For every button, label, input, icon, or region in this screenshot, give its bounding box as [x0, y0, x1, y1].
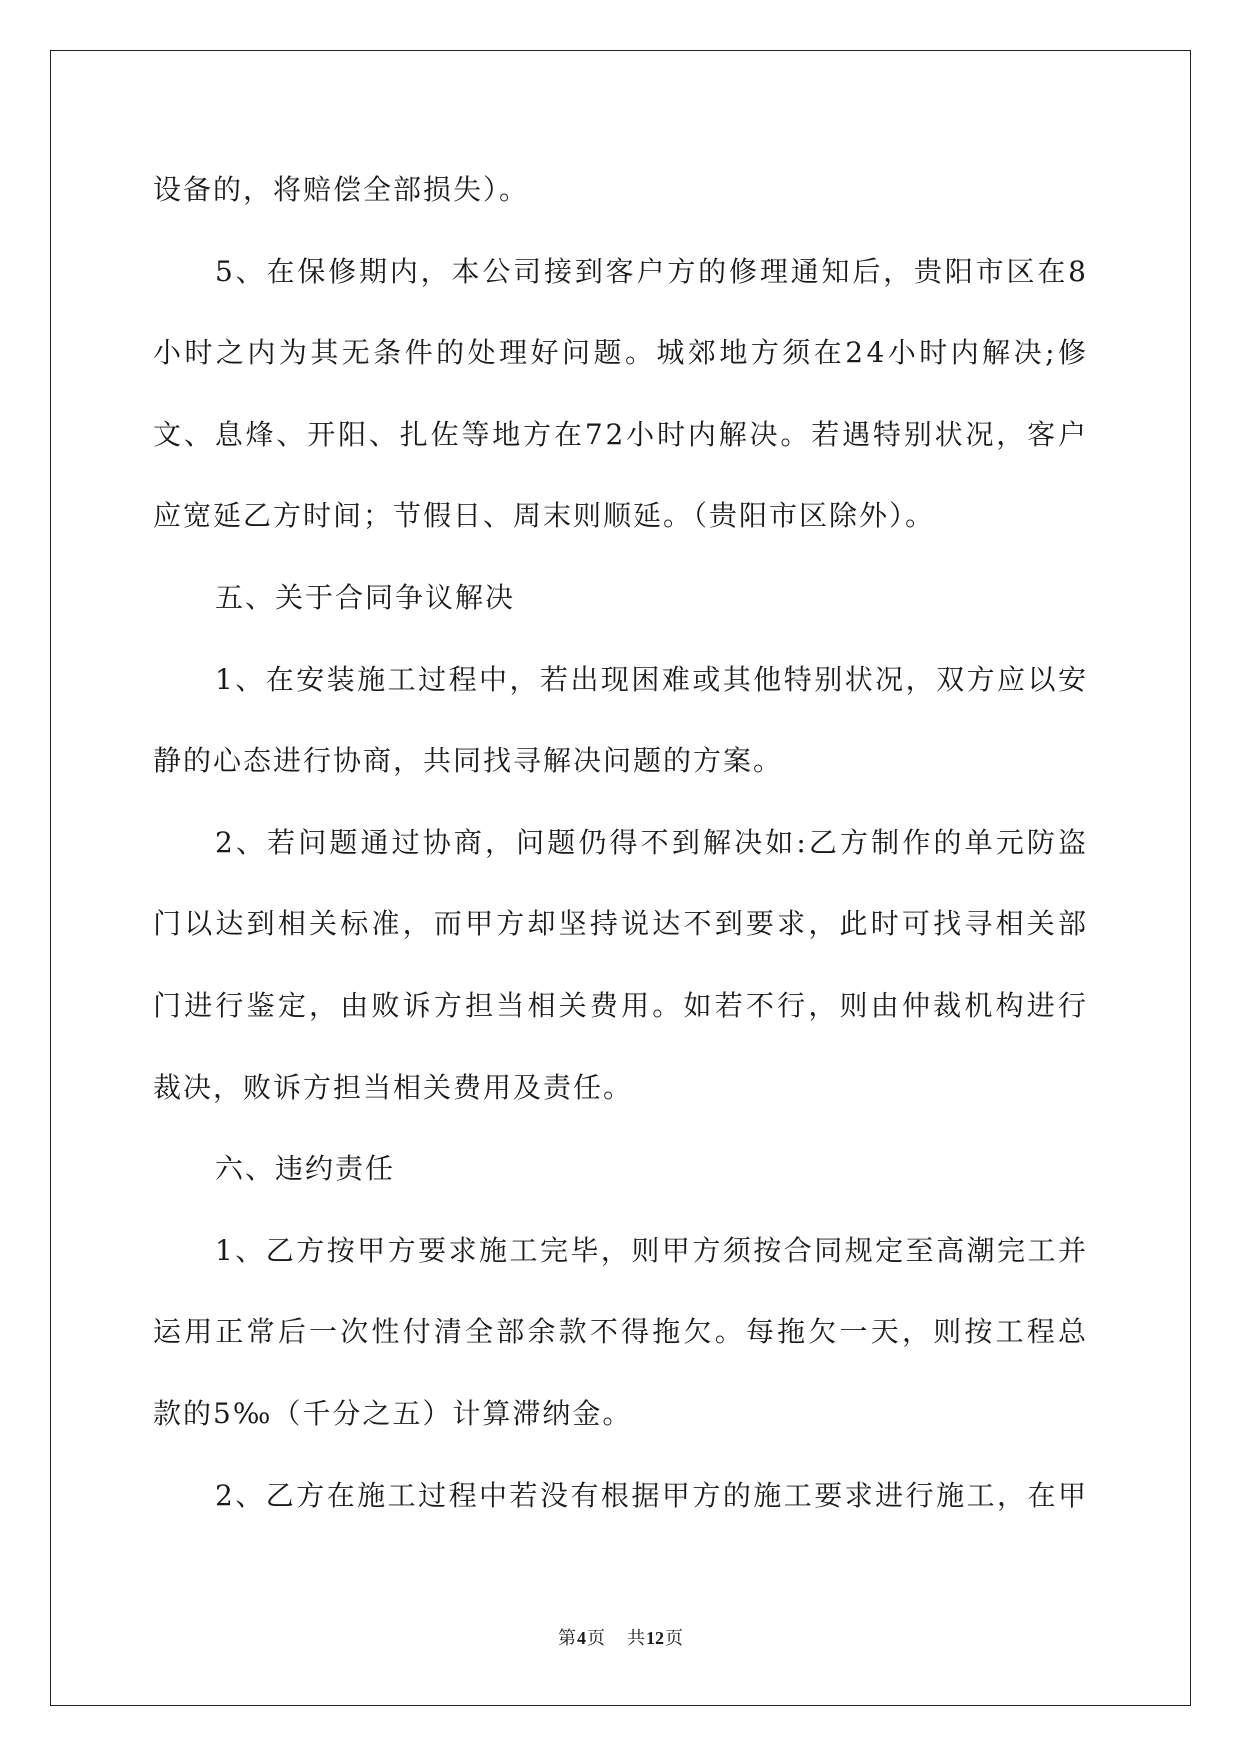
text-line: 应宽延乙方时间；节假日、周末则顺延。（贵阳市区除外）。 [153, 499, 936, 533]
paragraph [153, 149, 1086, 231]
text-line: 静的心态进行协商，共同找寻解决问题的方案。 [153, 744, 784, 778]
page-label-prefix: 第 [558, 1628, 576, 1648]
document-body [153, 149, 1090, 1536]
text-line: 裁决，败诉方担当相关费用及责任。 [153, 1070, 634, 1104]
text-line: 款的5‰（千分之五）计算滞纳金。 [153, 1396, 633, 1430]
page-label-suffix: 页 [587, 1628, 605, 1648]
paragraph [153, 231, 1090, 557]
paragraph [153, 1210, 1090, 1455]
page-footer [0, 1626, 1241, 1650]
paragraph [153, 1455, 1089, 1537]
text-line: 文、息烽、开阳、扎佐等地方在72小时内解决。若遇特别状况，客户 [153, 417, 1089, 451]
text-line: 门以达到相关标准，而甲方却坚持说达不到要求，此时可找寻相关部 [153, 907, 1090, 941]
page-number: 4 [577, 1628, 586, 1648]
text-line: 运用正常后一次性付清全部余款不得拖欠。每拖欠一天，则按工程总 [153, 1315, 1090, 1349]
total-label-suffix: 页 [665, 1628, 683, 1648]
text-line: 1、乙方按甲方要求施工完毕，则甲方须按合同规定至高潮完工并 [215, 1233, 1089, 1267]
text-line: 设备的，将赔偿全部损失）。 [153, 173, 530, 206]
paragraph [153, 639, 1089, 802]
text-line: 2、若问题通过协商，问题仍得不到解决如:乙方制作的单元防盗 [215, 825, 1090, 859]
section-heading [153, 1128, 1086, 1210]
total-pages: 12 [646, 1628, 664, 1648]
text-line: 2、乙方在施工过程中若没有根据甲方的施工要求进行施工，在甲 [215, 1478, 1089, 1512]
text-line: 5、在保修期内，本公司接到客户方的修理通知后，贵阳市区在8 [215, 254, 1089, 288]
heading-text: 五、关于合同争议解决 [215, 580, 516, 614]
paragraph [153, 802, 1090, 1128]
text-line: 门进行鉴定，由败诉方担当相关费用。如若不行，则由仲裁机构进行 [153, 988, 1090, 1022]
text-line: 小时之内为其无条件的处理好问题。城郊地方须在24小时内解决;修 [153, 336, 1090, 370]
total-label-prefix: 共 [627, 1628, 645, 1648]
text-line: 1、在安装施工过程中，若出现困难或其他特别状况，双方应以安 [215, 662, 1089, 696]
heading-text: 六、违约责任 [215, 1152, 396, 1186]
section-heading [153, 557, 1086, 639]
